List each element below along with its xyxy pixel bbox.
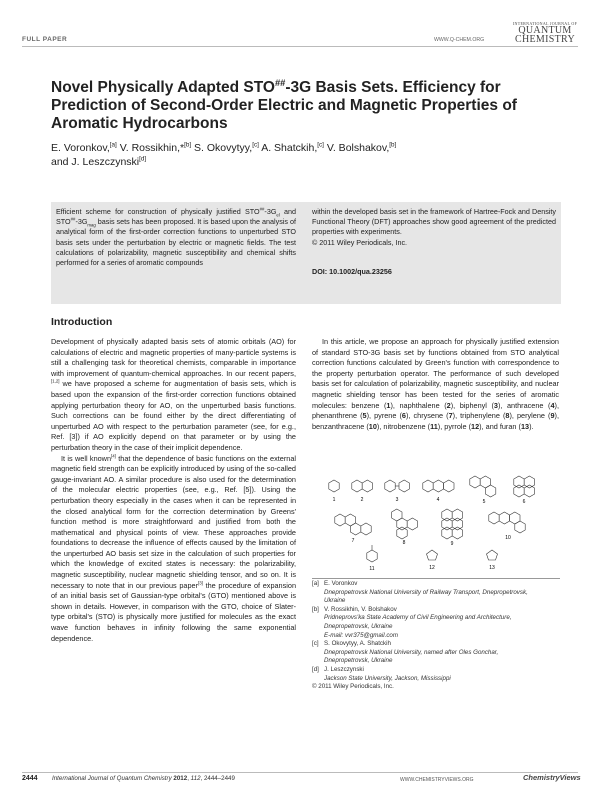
journal-volume: 112 [190, 775, 201, 782]
footer-rule [22, 772, 578, 773]
abstract-sub: mag [87, 222, 96, 228]
compound-number: 11 [430, 421, 438, 431]
journal-citation: International Journal of Quantum Chemistry 2012, 112, 2444–2449 [52, 775, 235, 782]
footnote-line: Dnepropetrovsk, Ukraine [324, 622, 393, 630]
molecule-label: 13 [489, 565, 495, 571]
body-text: ), triphenylene ( [452, 411, 506, 421]
journal-website[interactable]: WWW.Q-CHEM.ORG [434, 37, 485, 43]
author-name: S. Okovytyy, [194, 142, 253, 154]
molecule-nitrobenzene [367, 545, 377, 562]
abstract-text: basis sets has been proposed. It is based upon the analysis of analytical form of the first-order correction functions to unperturbed STO basis sets under the perturbation by electric or magnetic fields. The test calculations of polarizability, magnetic susceptibility and chemical shifts performed for a series of aromatic compounds [56, 217, 296, 268]
body-text: Development of physically adapted basis sets of atomic orbitals (AO) for calculations of electric and magnetic properties of many-particle systems is still a challenging task for theoretical chemists, comparable in importance with improvement of quantum-chemical approaches. In our recent papers, [51, 337, 296, 378]
author-affiliation: [b] [184, 141, 192, 149]
molecule-chrysene [335, 514, 371, 535]
compound-number: 3 [493, 400, 498, 410]
molecule-label: 6 [522, 499, 526, 505]
footnote-tag: [b] [312, 605, 319, 613]
body-right-column [312, 337, 559, 432]
abstract-text: Efficient scheme for construction of physically justified STO [56, 207, 260, 216]
abstract-text: within the developed basis set in the framework of Hartree-Fock and Density Functional Theory (DFT) approaches show good agreement of the predicted properties with experiments. [312, 207, 556, 237]
molecule-anthracene [423, 480, 454, 492]
footnote-tag: [a] [312, 580, 319, 587]
body-text: we have proposed a scheme for augmentation of basis sets, which is based upon the expansion of the first-order correction functions obtained applying perturbation theory for AO, on the unperturbed basis functions. Such corrections can be found either by the direct differentiating of unperturbed AO with respect to the perturbation parameter (see, for e.g., Ref. [3]) if AO explicitly depend on that parameter or by using the perturbation theory in the case of their implicit dependence. [51, 379, 296, 452]
molecule-label: 3 [395, 497, 399, 503]
body-text: the procedure of expansion of an initial basis set of Gaussian-type orbital's (GTO) mentioned above is shown in details. However, in comparison with the GTO, choice of Slater-type orbital's (STO) is physically more justified for molecules as the exact wave function behaves in infinity following the same exponential dependence. [51, 580, 297, 643]
footnote-line: Dnepropetrovsk National University of Railway Transport, Dnepropetrovsk, [324, 588, 528, 596]
abstract-copyright: © 2011 Wiley Periodicals, Inc. [312, 237, 408, 247]
molecule-triphenylene [392, 509, 418, 539]
citation[interactable]: [1,2] [51, 378, 60, 384]
molecule-label: 8 [402, 540, 406, 546]
title-part-b: -3G Basis Sets. Efficiency for Prediction of Second-Order Electric and Magnetic Properties of Aromatic Hydrocarbons [51, 79, 517, 132]
footnote-rule [312, 578, 560, 579]
footnote-name: V. Rossikhin, V. Bolshakov [324, 605, 397, 613]
body-text: ), anthracene ( [497, 400, 551, 410]
molecule-label: 1 [332, 497, 336, 503]
doi[interactable]: DOI: 10.1002/qua.23256 [312, 267, 392, 276]
author-affiliation: [c] [252, 141, 259, 149]
molecule-label: 7 [351, 538, 355, 544]
molecule-label: 11 [369, 566, 375, 572]
abstract-right [312, 207, 556, 248]
abstract-sub: el [276, 212, 280, 218]
journal-pages: 2444–2449 [203, 775, 235, 782]
body-text: ), biphenyl ( [450, 400, 494, 410]
abstract-text: -3G [75, 217, 88, 227]
logo-top-text: INTERNATIONAL JOURNAL OF [512, 21, 578, 26]
footnote-tag: [c] [312, 640, 319, 648]
citation[interactable]: [4] [111, 453, 116, 459]
author-affiliation: [b] [389, 141, 397, 149]
author-affiliation: [a] [109, 141, 117, 149]
journal-name: International Journal of Quantum Chemistry [52, 775, 172, 782]
abstract-sup: ## [259, 206, 265, 212]
compound-number: 4 [550, 400, 555, 410]
abstract-text: and STO [56, 207, 297, 227]
body-text: ), benzanthracene ( [312, 411, 559, 431]
body-text: ), pyrene ( [366, 411, 402, 421]
author-name: and J. Leszczynski [51, 155, 140, 168]
author-name: A. Shatckih, [261, 142, 318, 154]
molecule-label: 12 [429, 565, 435, 571]
author-name: V. Rossikhin,* [119, 142, 185, 154]
body-text: that the dependence of basic functions on the external magnetic field strength can be explicitly introduced by using of the so-called gauge-invariant AO. A similar procedure is also used for the determination of the molecular electric properties (see, e.g., Ref. [5]). Using the perturbation theory especially in the cases when it can be represented in the closed analytical form for the correction determination by Greens' function method is more straightforward and justified from both the mathematical and physical points of view. These approaches provide foundations to decrease the influence of effects caused by the limitation of the unperturbed AO basis set size in the calculation of such properties for which the knowledge of excited states is necessary: the polarizability, magnetic susceptibility, nuclear magnetic shielding tensor, and so on. It is necessary to note that in our previous paper [51, 453, 296, 590]
citation[interactable]: [3] [198, 580, 203, 586]
molecule-benzanthracene [489, 512, 525, 533]
compound-number: 10 [368, 421, 377, 431]
body-text: ), nitrobenzene ( [376, 421, 431, 431]
compound-number: 6 [401, 411, 406, 421]
body-text: It is well known [61, 453, 112, 463]
affiliations [312, 580, 560, 692]
abstract-sup: ## [70, 216, 76, 222]
footnote-line: Pridneprovs'ka State Academy of Civil Engineering and Architecture, [324, 614, 512, 622]
molecule-label: 10 [505, 535, 511, 541]
footnote-line: Ukraine [324, 597, 346, 605]
journal-logo [510, 22, 580, 44]
body-text: In this article, we propose an approach for physically justified extension of standard STO-3G basis set by functions obtained from STO analytical correction functions calculated by Green's function with correspondence to the property perturbation operator. The performance of such developed basis set for calculation of polarizability, magnetic susceptibility, and nuclear magnetic shielding tensor has been tested for the series of aromatic molecules: benzene ( [312, 337, 559, 410]
logo-line-2: CHEMISTRY [515, 33, 575, 45]
author-name: E. Voronkov, [51, 142, 110, 154]
logo-line-1: QUANTUM [518, 24, 572, 36]
molecule-label: 2 [360, 497, 364, 503]
header-rule [22, 46, 578, 47]
footnote-line: Dnepropetrovsk, Ukraine [324, 657, 393, 665]
molecule-pyrene [514, 476, 535, 497]
title-superscript: ## [274, 77, 286, 88]
body-text: ), naphthalene ( [390, 400, 447, 410]
journal-year: 2012 [173, 775, 188, 782]
compound-number: 12 [471, 421, 480, 431]
molecule-label: 9 [450, 541, 454, 547]
author-affiliation: [c] [317, 141, 324, 149]
abstract-left [56, 207, 296, 268]
footnote-line: Jackson State University, Jackson, Mississippi [324, 674, 451, 682]
molecule-perylene [442, 509, 463, 539]
article-title [51, 79, 561, 133]
molecule-label: 5 [482, 499, 486, 505]
footer-website[interactable]: WWW.CHEMISTRYVIEWS.ORG [400, 777, 474, 783]
compound-number: 2 [446, 400, 451, 410]
footnote-tag: [d] [312, 665, 319, 673]
compound-number: 9 [550, 411, 555, 421]
molecule-furan [487, 550, 498, 560]
body-text: ). [529, 421, 534, 431]
footnote-line: Dnepropetrovsk National University, named after Oles Gonchar, [324, 648, 499, 656]
molecule-pyrrole [427, 550, 438, 560]
author-affiliation: [d] [139, 155, 147, 162]
molecule-benzene [329, 480, 339, 492]
author-list [51, 142, 551, 169]
compound-number: 8 [505, 411, 510, 421]
molecule-phenanthrene [470, 476, 496, 497]
compound-number: 7 [448, 411, 453, 421]
body-text: ), pyrrole ( [437, 421, 472, 431]
paragraph [51, 454, 296, 645]
body-text: ), phenanthrene ( [312, 400, 559, 421]
molecule-structures-figure [312, 468, 560, 573]
footnote-name: E. Voronkov [324, 580, 358, 587]
compound-number: 5 [362, 411, 367, 421]
footnote-copyright: © 2011 Wiley Periodicals, Inc. [312, 683, 394, 691]
author-name: V. Bolshakov, [326, 142, 390, 154]
compound-number: 13 [520, 421, 530, 431]
footnote-email[interactable]: E-mail: vvr375@gmail.com [324, 631, 399, 639]
title-part-a: Novel Physically Adapted STO [51, 79, 275, 96]
section-heading-introduction: Introduction [51, 316, 113, 328]
section-label: FULL PAPER [22, 36, 68, 43]
paragraph [312, 337, 559, 432]
chemistryviews-logo: ChemistryViews [523, 773, 581, 782]
compound-number: 1 [386, 400, 391, 410]
body-left-column [51, 337, 296, 644]
paragraph [51, 337, 296, 454]
body-text: ), perylene ( [509, 411, 551, 421]
footnote-name: J. Leszczynski [324, 665, 364, 673]
abstract-text: -3G [264, 207, 277, 216]
molecule-label: 4 [436, 497, 440, 503]
body-text: ), chrysene ( [405, 411, 449, 421]
footnote-name: S. Okovytyy, A. Shatckih [324, 640, 391, 648]
molecule-naphthalene [352, 480, 373, 492]
page-number: 2444 [22, 775, 38, 782]
body-text: ), and furan ( [479, 421, 521, 431]
molecule-biphenyl [385, 480, 410, 492]
